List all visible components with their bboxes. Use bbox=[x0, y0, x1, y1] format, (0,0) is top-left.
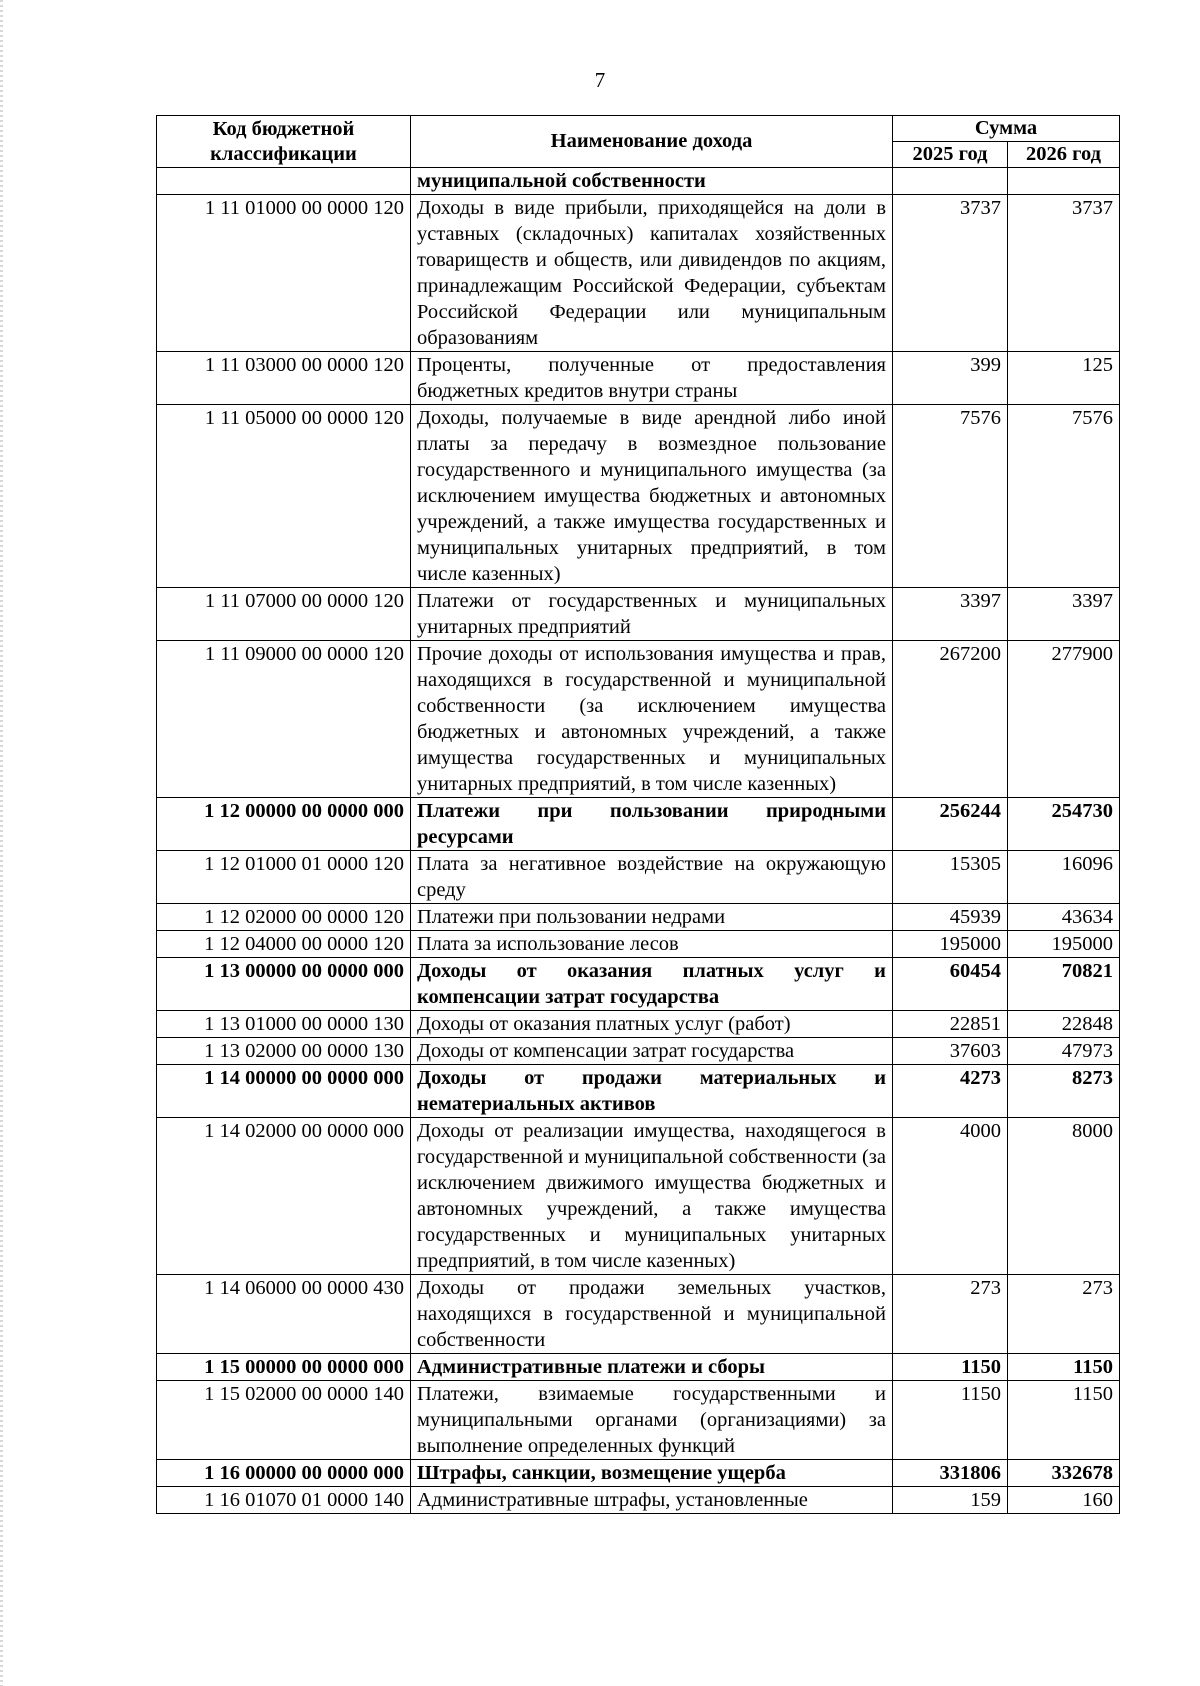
row-value-2026: 8273 bbox=[1008, 1065, 1120, 1118]
table-row bbox=[157, 904, 1120, 931]
row-code: 1 16 01070 01 0000 140 bbox=[157, 1487, 411, 1514]
row-name: Прочие доходы от использования имущества и прав, находящихся в государственной и муниципальной собственности (за исключением имущества бюджетных и автономных учреждений, а также имущества государственных и муниципальных унитарных предприятий, в том числе казенных) bbox=[411, 641, 893, 798]
row-name: Платежи от государственных и муниципальных унитарных предприятий bbox=[411, 588, 893, 641]
scan-edge bbox=[0, 0, 3, 1686]
row-value-2025: 37603 bbox=[893, 1038, 1008, 1065]
row-value-2026: 3737 bbox=[1008, 195, 1120, 352]
header-year-2025: 2025 год bbox=[893, 142, 1008, 168]
row-name: муниципальной собственности bbox=[411, 168, 893, 195]
table-row bbox=[157, 588, 1120, 641]
row-code: 1 15 00000 00 0000 000 bbox=[157, 1354, 411, 1381]
table-row bbox=[157, 1275, 1120, 1354]
table-row bbox=[157, 1065, 1120, 1118]
row-value-2026: 332678 bbox=[1008, 1460, 1120, 1487]
table-row bbox=[157, 405, 1120, 588]
row-value-2026: 43634 bbox=[1008, 904, 1120, 931]
row-name: Платежи, взимаемые государственными и муниципальными органами (организациями) за выполнение определенных функций bbox=[411, 1381, 893, 1460]
row-value-2025: 15305 bbox=[893, 851, 1008, 904]
row-value-2025: 1150 bbox=[893, 1354, 1008, 1381]
row-name: Административные платежи и сборы bbox=[411, 1354, 893, 1381]
row-code: 1 14 06000 00 0000 430 bbox=[157, 1275, 411, 1354]
row-code bbox=[157, 168, 411, 195]
table-row bbox=[157, 851, 1120, 904]
row-value-2025: 4000 bbox=[893, 1118, 1008, 1275]
table-row bbox=[157, 1118, 1120, 1275]
row-value-2026: 22848 bbox=[1008, 1011, 1120, 1038]
row-name: Плата за использование лесов bbox=[411, 931, 893, 958]
row-value-2025: 7576 bbox=[893, 405, 1008, 588]
page-number: 7 bbox=[594, 68, 606, 92]
table-row bbox=[157, 1038, 1120, 1065]
row-name: Доходы от оказания платных услуг (работ) bbox=[411, 1011, 893, 1038]
table-row bbox=[157, 931, 1120, 958]
header-sum: Сумма bbox=[893, 116, 1120, 142]
row-value-2025: 60454 bbox=[893, 958, 1008, 1011]
row-value-2025: 159 bbox=[893, 1487, 1008, 1514]
header-code: Код бюджетной классификации bbox=[157, 116, 411, 168]
row-name: Платежи при пользовании недрами bbox=[411, 904, 893, 931]
row-code: 1 12 01000 01 0000 120 bbox=[157, 851, 411, 904]
row-value-2025: 273 bbox=[893, 1275, 1008, 1354]
row-value-2025: 267200 bbox=[893, 641, 1008, 798]
table-row bbox=[157, 352, 1120, 405]
row-name: Платежи при пользовании природными ресурсами bbox=[411, 798, 893, 851]
row-value-2025: 3737 bbox=[893, 195, 1008, 352]
row-code: 1 16 00000 00 0000 000 bbox=[157, 1460, 411, 1487]
row-code: 1 12 00000 00 0000 000 bbox=[157, 798, 411, 851]
row-value-2026: 3397 bbox=[1008, 588, 1120, 641]
row-name: Доходы, получаемые в виде арендной либо иной платы за передачу в возмездное пользование государственного и муниципального имущества (за исключением имущества бюджетных и автономных учреждений, а также имущества государственных и муниципальных унитарных предприятий, в том числе казенных) bbox=[411, 405, 893, 588]
row-name: Штрафы, санкции, возмещение ущерба bbox=[411, 1460, 893, 1487]
row-value-2026: 8000 bbox=[1008, 1118, 1120, 1275]
row-code: 1 11 03000 00 0000 120 bbox=[157, 352, 411, 405]
row-value-2025: 399 bbox=[893, 352, 1008, 405]
row-name: Доходы в виде прибыли, приходящейся на доли в уставных (складочных) капиталах хозяйственных товариществ и обществ, или дивидендов по акциям, принадлежащим Российской Федерации, субъектам Российской Федерации или муниципальным образованиям bbox=[411, 195, 893, 352]
row-name: Доходы от компенсации затрат государства bbox=[411, 1038, 893, 1065]
table-row bbox=[157, 1381, 1120, 1460]
table-row bbox=[157, 958, 1120, 1011]
row-code: 1 13 02000 00 0000 130 bbox=[157, 1038, 411, 1065]
table-row bbox=[157, 641, 1120, 798]
table-row bbox=[157, 1011, 1120, 1038]
row-code: 1 11 07000 00 0000 120 bbox=[157, 588, 411, 641]
row-value-2026: 1150 bbox=[1008, 1354, 1120, 1381]
row-name: Проценты, полученные от предоставления бюджетных кредитов внутри страны bbox=[411, 352, 893, 405]
row-value-2025: 22851 bbox=[893, 1011, 1008, 1038]
row-value-2026: 16096 bbox=[1008, 851, 1120, 904]
table-header bbox=[157, 116, 1120, 168]
row-value-2026: 160 bbox=[1008, 1487, 1120, 1514]
row-code: 1 14 02000 00 0000 000 bbox=[157, 1118, 411, 1275]
row-code: 1 13 01000 00 0000 130 bbox=[157, 1011, 411, 1038]
row-value-2025: 195000 bbox=[893, 931, 1008, 958]
header-name: Наименование дохода bbox=[411, 116, 893, 168]
table-row bbox=[157, 1354, 1120, 1381]
table-body bbox=[157, 168, 1120, 1514]
row-value-2026: 277900 bbox=[1008, 641, 1120, 798]
table-row bbox=[157, 1487, 1120, 1514]
row-value-2026: 70821 bbox=[1008, 958, 1120, 1011]
row-value-2025 bbox=[893, 168, 1008, 195]
row-code: 1 15 02000 00 0000 140 bbox=[157, 1381, 411, 1460]
row-code: 1 12 04000 00 0000 120 bbox=[157, 931, 411, 958]
row-value-2025: 3397 bbox=[893, 588, 1008, 641]
row-value-2026: 273 bbox=[1008, 1275, 1120, 1354]
row-value-2026: 254730 bbox=[1008, 798, 1120, 851]
row-value-2026: 195000 bbox=[1008, 931, 1120, 958]
row-value-2026 bbox=[1008, 168, 1120, 195]
row-value-2026: 7576 bbox=[1008, 405, 1120, 588]
table-row bbox=[157, 168, 1120, 195]
row-value-2025: 256244 bbox=[893, 798, 1008, 851]
row-name: Доходы от оказания платных услуг и компенсации затрат государства bbox=[411, 958, 893, 1011]
row-code: 1 11 05000 00 0000 120 bbox=[157, 405, 411, 588]
row-value-2026: 47973 bbox=[1008, 1038, 1120, 1065]
row-value-2025: 331806 bbox=[893, 1460, 1008, 1487]
row-code: 1 12 02000 00 0000 120 bbox=[157, 904, 411, 931]
table-row bbox=[157, 195, 1120, 352]
table-row bbox=[157, 1460, 1120, 1487]
header-year-2026: 2026 год bbox=[1008, 142, 1120, 168]
row-name: Доходы от реализации имущества, находящегося в государственной и муниципальной собственности (за исключением движимого имущества бюджетных и автономных учреждений, а также имущества государственных и муниципальных унитарных предприятий, в том числе казенных) bbox=[411, 1118, 893, 1275]
row-name: Доходы от продажи материальных и нематериальных активов bbox=[411, 1065, 893, 1118]
row-code: 1 14 00000 00 0000 000 bbox=[157, 1065, 411, 1118]
row-code: 1 13 00000 00 0000 000 bbox=[157, 958, 411, 1011]
row-value-2025: 4273 bbox=[893, 1065, 1008, 1118]
row-value-2026: 125 bbox=[1008, 352, 1120, 405]
row-value-2026: 1150 bbox=[1008, 1381, 1120, 1460]
row-name: Доходы от продажи земельных участков, находящихся в государственной и муниципальной собственности bbox=[411, 1275, 893, 1354]
row-code: 1 11 01000 00 0000 120 bbox=[157, 195, 411, 352]
row-name: Административные штрафы, установленные bbox=[411, 1487, 893, 1514]
row-value-2025: 45939 bbox=[893, 904, 1008, 931]
row-code: 1 11 09000 00 0000 120 bbox=[157, 641, 411, 798]
row-name: Плата за негативное воздействие на окружающую среду bbox=[411, 851, 893, 904]
table-row bbox=[157, 798, 1120, 851]
budget-income-table bbox=[156, 115, 1120, 1514]
row-value-2025: 1150 bbox=[893, 1381, 1008, 1460]
